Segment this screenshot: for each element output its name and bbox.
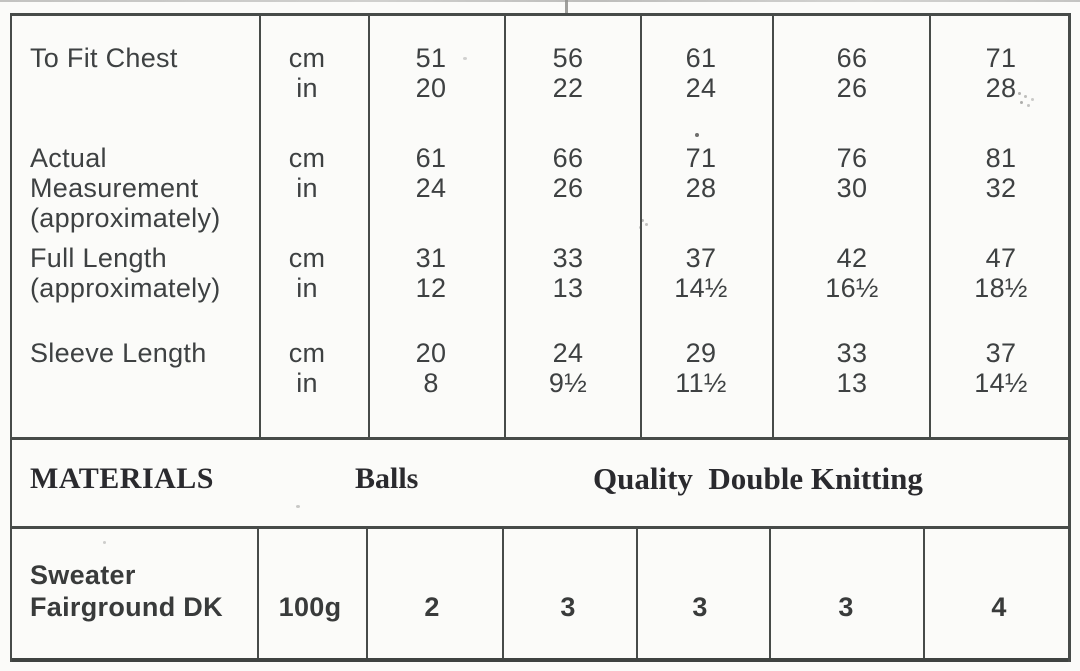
cell-value: 51 <box>415 43 447 73</box>
unit-cm: cm <box>288 243 326 273</box>
row-sleeve-length-in <box>0 368 1080 398</box>
materials-header-row <box>0 462 1080 498</box>
row-sleeve-length-cm <box>0 338 1080 368</box>
unit-cm: cm <box>288 338 326 368</box>
cell-value: 81 <box>985 143 1017 173</box>
cell-value: 31 <box>415 243 447 273</box>
balls-count: 3 <box>560 592 576 622</box>
row-actual-measurement-in <box>0 173 1080 203</box>
cell-value: 61 <box>415 143 447 173</box>
cell-value: 37 <box>685 243 717 273</box>
yarn-name-line2 <box>0 592 1080 622</box>
scan-speck <box>695 133 699 137</box>
balls-count: 2 <box>424 592 440 622</box>
row-label: Measurement <box>30 173 199 203</box>
cell-value: 20 <box>415 338 447 368</box>
yarn-name: Sweater <box>30 560 136 590</box>
cell-value: 26 <box>552 173 584 203</box>
materials-label: MATERIALS <box>30 462 214 495</box>
cell-value: 11½ <box>675 368 727 398</box>
cell-value: 9½ <box>548 368 588 398</box>
scan-speck <box>103 541 106 544</box>
row-divider-materials-bottom <box>10 526 1071 529</box>
cell-value: 24 <box>685 73 717 103</box>
cell-value: 22 <box>552 73 584 103</box>
cell-value: 12 <box>415 273 447 303</box>
cell-value: 8 <box>423 368 439 398</box>
cell-value: 30 <box>836 173 868 203</box>
cell-value: 33 <box>836 338 868 368</box>
cell-value: 66 <box>836 43 868 73</box>
cell-value: 14½ <box>674 273 728 303</box>
scan-speck <box>296 505 300 508</box>
cell-value: 14½ <box>974 368 1028 398</box>
balls-count: 4 <box>991 592 1007 622</box>
row-to-fit-chest-in <box>0 73 1080 103</box>
balls-count: 3 <box>692 592 708 622</box>
cell-value: 28 <box>985 73 1017 103</box>
cell-value: 47 <box>985 243 1017 273</box>
cell-value: 71 <box>985 43 1017 73</box>
cell-value: 24 <box>552 338 584 368</box>
balls-header: Balls <box>355 462 419 495</box>
cell-value: 29 <box>685 338 717 368</box>
row-to-fit-chest-cm <box>0 43 1080 73</box>
unit-in: in <box>296 73 318 103</box>
quality-header: Quality Double Knitting <box>593 461 923 496</box>
table-border-top <box>10 13 1071 16</box>
cell-value: 13 <box>836 368 868 398</box>
row-divider-materials-top <box>10 437 1071 440</box>
balls-count: 3 <box>838 592 854 622</box>
cell-value: 61 <box>685 43 717 73</box>
cell-value: 18½ <box>974 273 1028 303</box>
row-actual-measurement-cm <box>0 143 1080 173</box>
cell-value: 16½ <box>825 273 879 303</box>
cell-value: 71 <box>685 143 717 173</box>
cell-value: 42 <box>836 243 868 273</box>
cell-value: 32 <box>985 173 1017 203</box>
unit-cm: cm <box>288 143 326 173</box>
cell-value: 56 <box>552 43 584 73</box>
row-label: Full Length <box>30 243 167 273</box>
unit-in: in <box>296 273 318 303</box>
row-label: Sleeve Length <box>30 338 207 368</box>
unit-in: in <box>296 173 318 203</box>
unit-cm: cm <box>288 43 326 73</box>
cell-value: 76 <box>836 143 868 173</box>
cell-value: 24 <box>415 173 447 203</box>
table-border-bottom <box>10 658 1071 662</box>
cell-value: 20 <box>415 73 447 103</box>
scan-tick-mark <box>565 0 568 14</box>
row-label: (approximately) <box>30 203 221 233</box>
ball-weight: 100g <box>278 592 342 622</box>
yarn-name: Fairground DK <box>30 592 223 622</box>
cell-value: 37 <box>985 338 1017 368</box>
yarn-name-line1 <box>0 560 1080 590</box>
cell-value: 13 <box>552 273 584 303</box>
row-actual-measurement-note <box>0 203 1080 233</box>
scan-edge-line <box>0 0 1080 2</box>
cell-value: 66 <box>552 143 584 173</box>
row-label: Actual <box>30 143 107 173</box>
cell-value: 28 <box>685 173 717 203</box>
unit-in: in <box>296 368 318 398</box>
cell-value: 33 <box>552 243 584 273</box>
row-full-length-cm <box>0 243 1080 273</box>
cell-value: 26 <box>836 73 868 103</box>
row-label: To Fit Chest <box>30 43 178 73</box>
row-label: (approximately) <box>30 273 221 303</box>
row-full-length-in <box>0 273 1080 303</box>
